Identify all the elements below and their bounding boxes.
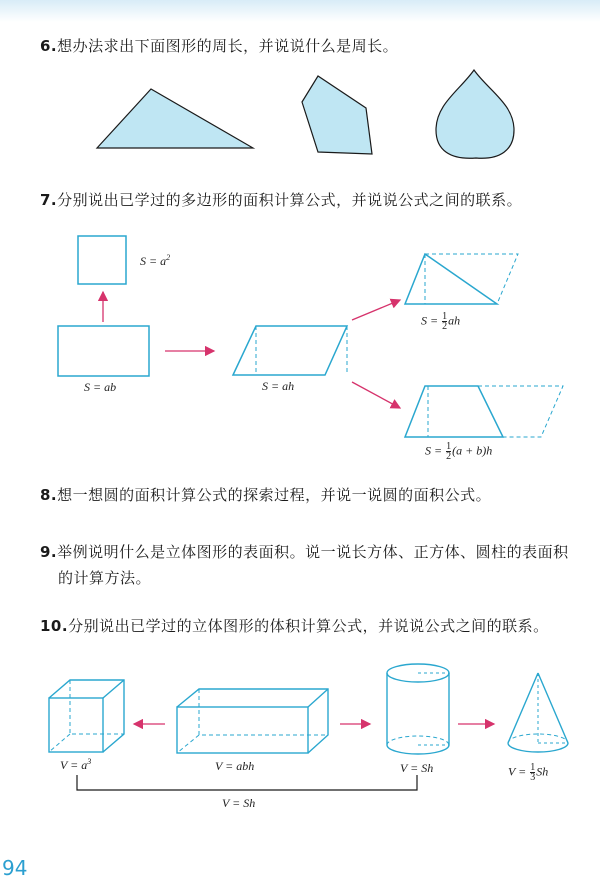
drop-shape [436,70,514,158]
question-8 [40,481,491,509]
trapezoid-formula [425,442,492,461]
square-shape [78,236,126,284]
question-7 [40,186,522,214]
question-number: 7. [40,191,58,209]
fraction [446,442,451,461]
question-number: 10. [40,617,69,635]
formula-text: Sh [536,764,549,779]
trapezoid-shape [405,386,503,437]
fraction-denominator: 2 [442,321,448,332]
cone-shape [508,673,568,752]
cone-formula [508,763,548,782]
cylinder-formula: V = Sh [400,761,434,775]
formula-text: V = a [60,758,88,772]
formula-text: (a + b)h [452,443,493,458]
cube-shape [49,680,124,752]
cuboid-formula: V = abh [215,759,255,773]
formula-text: S = [425,443,443,458]
bracket-line [77,775,417,790]
formula-text: S = a [140,254,167,268]
triangle-dashed-half [425,254,518,304]
question-text: 举例说明什么是立体图形的表面积。说一说长方体、正方体、圆柱的表面积 [57,543,569,561]
question-number: 8. [40,486,58,504]
fraction-denominator: 2 [446,451,452,462]
formula-exponent: 3 [87,757,92,766]
arrow-to-triangle [352,300,400,320]
question-text: 分别说出已学过的立体图形的体积计算公式，并说说公式之间的联系。 [68,617,549,635]
pentagon-shape [302,76,372,154]
fraction [442,312,447,331]
question-text: 分别说出已学过的多边形的面积计算公式，并说说公式之间的联系。 [57,191,523,209]
question-text: 想一想圆的面积计算公式的探索过程，并说一说圆的面积公式。 [57,486,492,504]
triangle-formula [421,312,460,331]
question-text: 想办法求出下面图形的周长，并说说什么是周长。 [57,37,399,55]
triangle-shape [97,89,253,148]
fraction-numerator: 1 [442,311,448,322]
formula-text: V = [508,764,527,779]
question-text: 的计算方法。 [58,569,152,587]
page-number: 94 [2,856,28,880]
formula-exponent: 2 [166,253,171,262]
question-10 [40,612,549,640]
cylinder-shape [387,664,449,754]
cube-formula [60,757,91,773]
rectangle-shape [58,326,149,376]
parallelogram-shape [233,326,347,375]
parallelogram-formula: S = ah [262,379,295,393]
question-number: 6. [40,37,58,55]
question-9 [40,538,569,566]
arrow-to-trapezoid [352,382,400,408]
rectangle-formula: S = ab [84,380,117,394]
question-9-continued [58,564,151,592]
fraction-denominator: 3 [530,772,536,783]
fraction-numerator: 1 [530,762,536,773]
fraction-numerator: 1 [446,441,452,452]
triangle-in-parallelogram [405,254,497,304]
cuboid-shape [177,689,328,753]
formula-text: ah [448,313,461,328]
bracket-formula: V = Sh [222,796,256,810]
fraction [530,763,535,782]
question-number: 9. [40,543,58,561]
square-formula [140,253,170,269]
formula-text: S = [421,313,439,328]
